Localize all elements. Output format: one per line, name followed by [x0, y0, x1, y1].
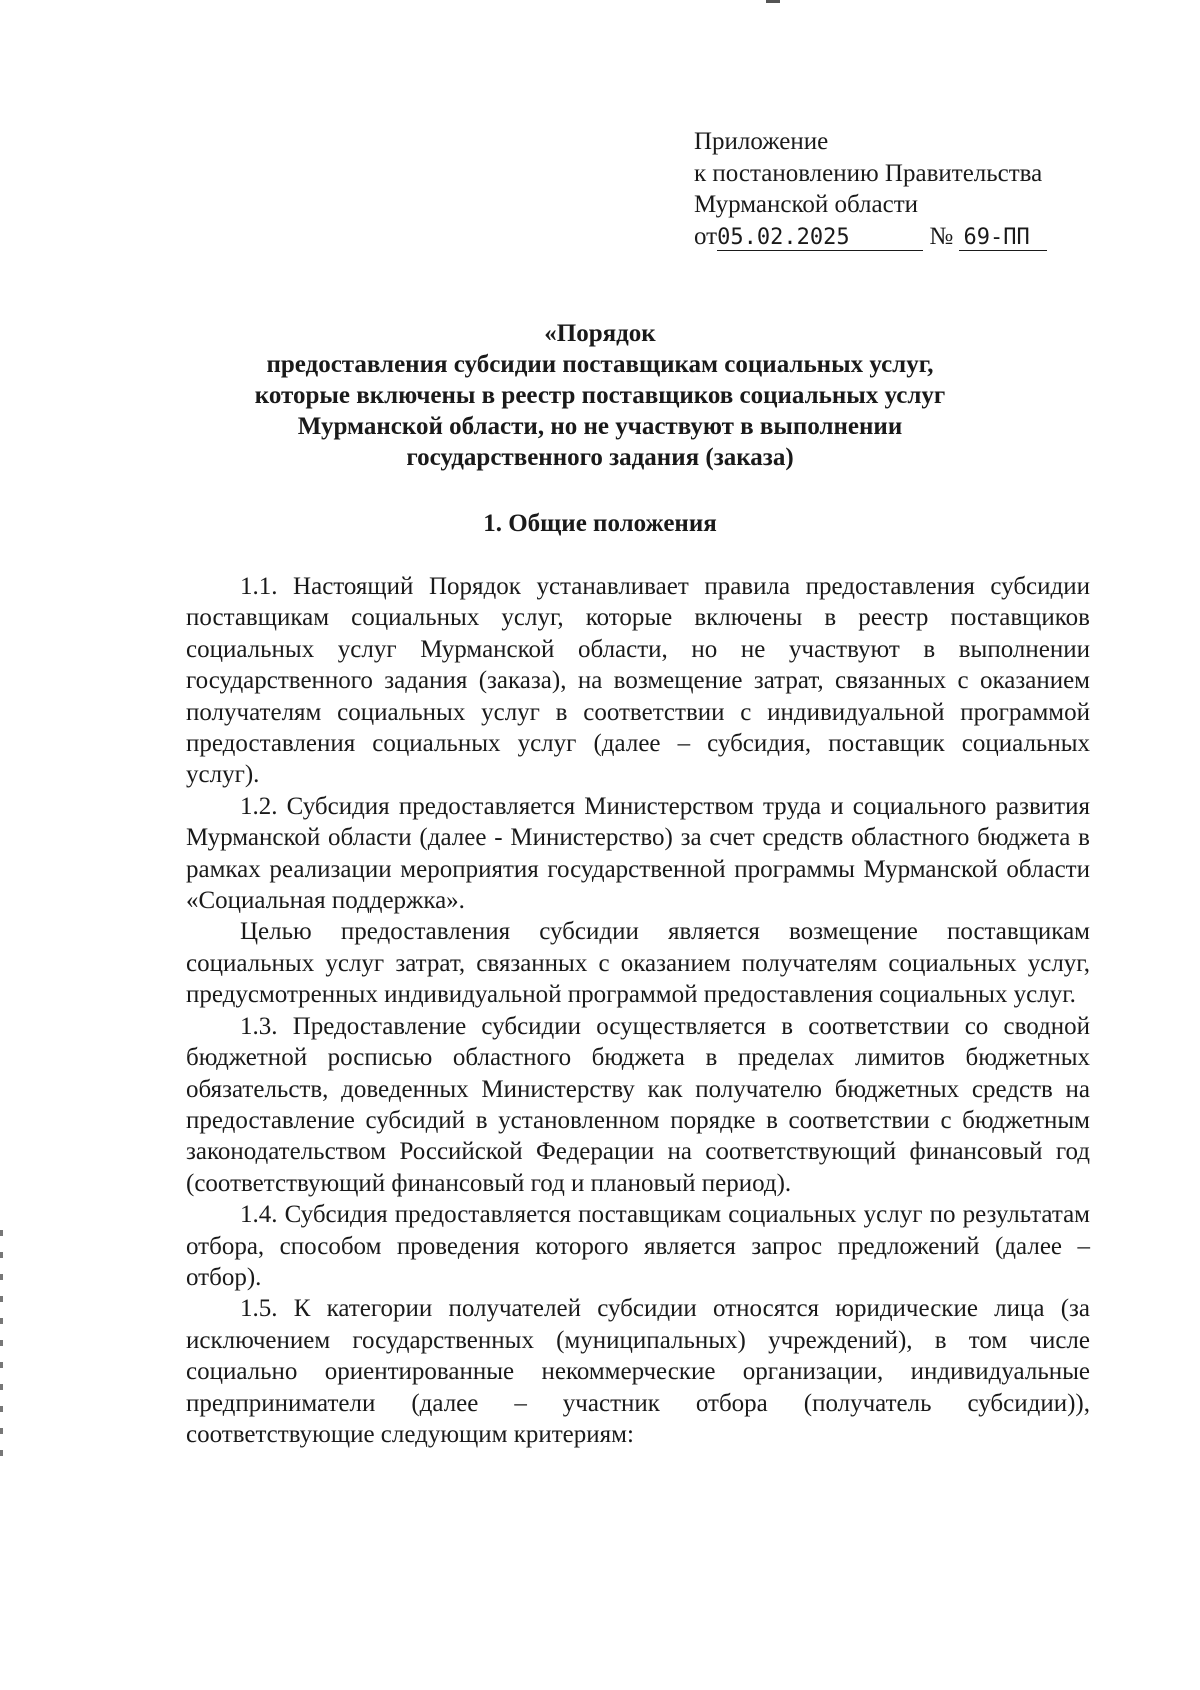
section-heading: 1. Общие положения — [483, 510, 717, 537]
title-line: государственного задания (заказа) — [406, 444, 794, 471]
section-body — [186, 571, 1090, 1450]
paragraph-1-2: 1.2. Субсидия предоставляется Министерством труда и социального развития Мурманской области (далее - Министерство) за счет средств областного бюджета в рамках реализации мероприятия государственной программы Мурманской области «Социальная поддержка». — [186, 792, 1090, 915]
scan-edge-marks — [0, 1230, 3, 1460]
resolution-date: 05.02.2025 — [717, 226, 923, 251]
date-prefix: от — [694, 222, 718, 250]
title-line: «Порядок — [544, 320, 656, 347]
paragraph-1-4: 1.4. Субсидия предоставляется поставщикам социальных услуг по результатам отбора, способом проведения которого является запрос предложений (далее – отбор). — [186, 1201, 1090, 1291]
scan-mark — [766, 0, 780, 3]
paragraph-1-3: 1.3. Предоставление субсидии осуществляется в соответствии со сводной бюджетной росписью областного бюджета в пределах лимитов бюджетных обязательств, доведенных Министерству как получателю бюджетных средств на предоставление субсидий в установленном порядке в соответствии с бюджетным законодательством Российской Федерации на соответствующий финансовый год (соответствующий финансовый год и плановый период). — [186, 1012, 1090, 1197]
paragraph-purpose: Целью предоставления субсидии является возмещение поставщикам социальных услуг затрат, связанных с оказанием получателям социальных услуг, предусмотренных индивидуальной программой предоставления социальных услуг. — [186, 918, 1090, 1009]
paragraph-1-5: 1.5. К категории получателей субсидии относятся юридические лица (за исключением государственных (муниципальных) учреждений), в том числе социально ориентированные некоммерческие организации, индивидуальные предприниматели (далее – участник отбора (получатель субсидии)), соответствующие следующим критериям: — [186, 1295, 1090, 1448]
title-line: Мурманской области, но не участвуют в выполнении — [297, 413, 903, 440]
appendix-line: к постановлению Правительства — [694, 159, 1043, 187]
title-line: которые включены в реестр поставщиков социальных услуг — [254, 382, 946, 409]
document-title — [160, 318, 1040, 473]
appendix-line: Мурманской области — [694, 191, 919, 218]
title-line: предоставления субсидии поставщикам социальных услуг, — [266, 351, 934, 378]
appendix-line: Приложение — [694, 128, 829, 155]
appendix-date-line — [694, 221, 1114, 253]
resolution-number: 69-ПП — [959, 226, 1047, 251]
appendix-block — [694, 126, 1114, 252]
paragraph-1-1: 1.1. Настоящий Порядок устанавливает правила предоставления субсидии поставщикам социальных услуг, которые включены в реестр поставщиков социальных услуг Мурманской области, но не участвуют в выполнении государственного задания (заказа), на возмещение затрат, связанных с оказанием получателям социальных услуг в соответствии с индивидуальной программой предоставления социальных услуг (далее – субсидия, поставщик социальных услуг). — [186, 573, 1090, 789]
number-prefix: № — [929, 222, 954, 250]
